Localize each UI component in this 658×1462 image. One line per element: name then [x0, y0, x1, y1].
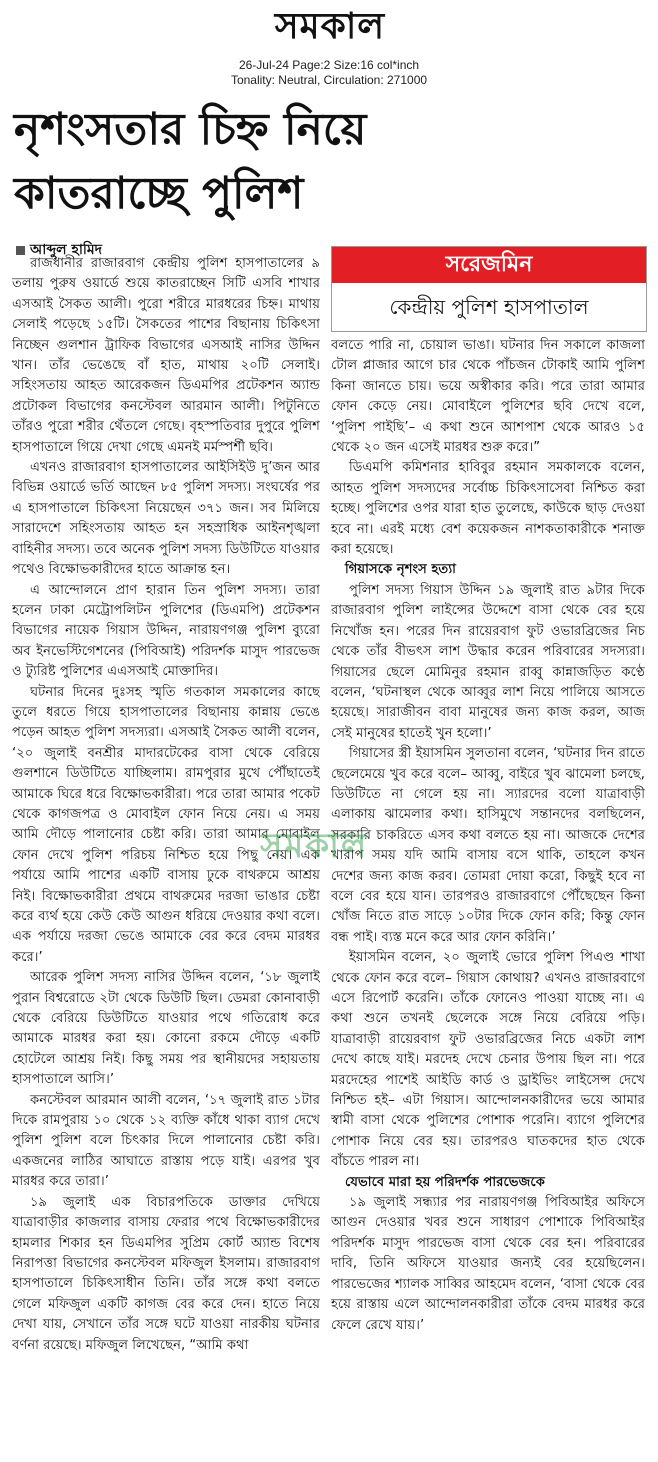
section-title: কেন্দ্রীয় পুলিশ হাসপাতাল [389, 295, 589, 319]
paragraph: ডিএমপি কমিশনার হাবিবুর রহমান সমকালকে বলেন, আহত পুলিশ সদস্যদের সর্বোচ্চ চিকিৎসাসেবা নিশ্চিত করা হচ্ছে। পুলিশের ওপর যারা হাত তুলেছে, কাউকে ছাড় দেওয়া হবে না। এরই মধ্যে বেশ কয়েকজন নাশকতাকারীকে শনাক্ত করা হয়েছে। [331, 460, 645, 558]
paragraph: গিয়াসের স্ত্রী ইয়াসমিন সুলতানা বলেন, ‘ঘটনার দিন রাতে ছেলেমেয়ে খুব করে বলে– আব্বু, বাইরে খুব ঝামেলা চলছে, ডিউটিতে না গেলে হয় না। স্যারদের বলো যাত্রাবাড়ী এলাকায় ঝামেলার কথা। হাসিমুখে সন্তানদের বলছিলেন, সরকারি চাকরিতে এসব কথা বলতে হয় না। আজকে দেশের খারাপ সময় যদি আমি বাসায় বসে থাকি, তাহলে কখন দেশের জন্য কাজ করব। তোমরা দোয়া করো, কিছুই হবে না বলে বের হয়ে যান। তারপরও রাজারবাগে পৌঁছেছেন কিনা খোঁজ নিতে রাত সাড়ে ১০টার দিকে ফোন করি; কিন্তু ফোন বন্ধ পাই। ব্যস্ত মনে করে আর ফোন করিনি।’ [331, 746, 645, 945]
paragraph: ১৯ জুলাই এক বিচারপতিকে ডাক্তার দেখিয়ে যাত্রাবাড়ীর কাজলার বাসায় ফেরার পথে বিক্ষোভকারীদের হামলার শিকার হন ডিএমপির সুপ্রিম কোর্ট অ্যান্ড বিশেষ নিরাপত্তা বিভাগের কনস্টেবল মফিজুল ইসলাম। রাজারবাগ হাসপাতালে চিকিৎসাধীন তিনি। তাঁর সঙ্গে কথা বলতে গেলে মফিজুল একটি কাগজ বের করে দেন। হাতে নিয়ে দেখা যায়, সেখানে তাঁর সঙ্গে ঘটে যাওয়া নারকীয় ঘটনার বর্ণনা রয়েছে। মফিজুল লিখেছেন, “আমি কথা [12, 1194, 320, 1353]
watermark: সমকাল [260, 826, 369, 866]
paragraph: এখনও রাজারবাগ হাসপাতালের আইসিইউ দু’জন আর বিভিন্ন ওয়ার্ডে ভর্তি আছেন ৮৫ পুলিশ সদস্য। সংঘর্ষের পর এ হাসপাতালে চিকিৎসা নিয়েছেন ৩৭১ জন। সব মিলিয়ে সারাদেশে সহিংসতায় আহত হন সহস্রাধিক আইনশৃঙ্খলা বাহিনীর সদস্য। তবে অনেক পুলিশ সদস্য ডিউটিতে যাওয়ার পথেও বিক্ষোভকারীদের হাতে আক্রান্ত হন। [12, 460, 320, 578]
subheading: যেভাবে মারা হয় পরিদর্শক পারভেজকে [345, 1174, 545, 1190]
paragraph: ইয়াসমিন বলেন, ২০ জুলাই ভোরে পুলিশ পিএণ্ড শাখা থেকে ফোন করে বলে– গিয়াস কোথায়? এখনও রাজারবাগে এসে রিপোর্ট করেনি। তাঁকে ফোনেও পাওয়া যাচ্ছে না। এ কথা শুনে তখনই ছেলেকে সঙ্গে নিয়ে বেরিয়ে পড়ি। যাত্রাবাড়ী রায়েরবাগ ফুট ওভারব্রিজের নিচে একটা লাশ দেখে কাছে যাই। মরদেহ দেখে চেনার উপায় ছিল না। পরে মরদেহের পাশেই আইডি কার্ড ও ড্রাইভিং লাইসেন্স দেখে নিশ্চিত হই– এটা গিয়াস। আন্দোলনকারীদের ভয়ে আমার স্বামী বাসা থেকে পুলিশের পোশাক পরেনি। ব্যাগে পুলিশের পোশাক নিয়ে বের হয়। তারপরও ঘাতকদের হাত থেকে বাঁচতে পারল না। [331, 950, 645, 1170]
paragraph: পুলিশ সদস্য গিয়াস উদ্দিন ১৯ জুলাই রাত ৯টার দিকে রাজারবাগ পুলিশ লাইন্সের উদ্দেশে বাসা থেকে বের হয়ে নিখোঁজ হন। পরের দিন রায়েরবাগ ফুট ওভারব্রিজের নিচ থেকে তাঁর বীভৎস লাশ উদ্ধার করেন পরিবারের সদস্যরা। গিয়াসের ছেলে মোমিনুর রহমান রাব্বু কান্নাজড়িত কণ্ঠে বলেন, ‘ঘটনাস্থল থেকে আব্বুর লাশ নিয়ে পালিয়ে আসতে হয়েছে। সারাজীবন বাবা মানুষের জন্য কাজ করল, আজ সেই মানুষের হাতেই খুন হলো।’ [331, 582, 645, 741]
paragraph: রাজধানীর রাজারবাগ কেন্দ্রীয় পুলিশ হাসপাতালের ৯ তলায় পুরুষ ওয়ার্ডে শুয়ে কাতরাচ্ছেন সিটি এসবি শাখার এসআই সৈকত আলী। পুরো শরীরে মারধরের চিহ্ন। মাথায় সেলাই পড়েছে ১৫টি। সৈকতের পাশের বিছানায় চিকিৎসা নিচ্ছেন গুলশান ট্রাফিক বিভাগের এসআই নাসির উদ্দিন খান। তাঁর ভেঙেছে বাঁ হাত, মাথায় ২০টি সেলাই। সহিংসতায় আহত আরেকজন ডিএমপির প্রটেকশন অ্যান্ড প্রটোকল বিভাগের কনস্টেবল আরমান আলী। পিটুনিতে তাঁরও পুরো শরীর থেঁতলে গেছে। বৃহস্পতিবার দুপুরে পুলিশ হাসপাতালে গিয়ে দেখা গেছে এমনই মর্মস্পর্শী ছবি। [12, 256, 320, 455]
subheading: গিয়াসকে নৃশংস হত্যা [345, 562, 456, 578]
section-kicker: সরেজমিন [332, 247, 646, 283]
paragraph: ১৯ জুলাই সন্ধ্যার পর নারায়ণগঞ্জ পিবিআইর অফিসে আগুন দেওয়ার খবর শুনে সাধারণ পোশাকে পিবিআইর পরিদর্শক মাসুদ পারভেজ বাসা থেকে বের হন। পরিবারের দাবি, তিনি অফিসে যাওয়ার জন্যই বের হয়েছিলেন। পারভেজের শ্যালক সাব্বির আহমেদ বলেন, ‘বাসা থেকে বের হয়ে রাস্তায় এলে আন্দোলনকারীরা তাঁকে বেদম মারধর করে ফেলে রেখে যায়।’ [331, 1195, 645, 1333]
clip-meta-line-1: 26-Jul-24 Page:2 Size:16 col*inch [238, 58, 420, 72]
masthead [0, 0, 658, 50]
headline-line-2: কাতরাচ্ছে পুলিশ [14, 168, 304, 219]
paragraph: ঘটনার দিনের দুঃসহ স্মৃতি গতকাল সমকালের কাছে তুলে ধরতে গিয়ে হাসপাতালের বিছানায় কান্নায় ভেঙে পড়েন আহত পুলিশ সদস্যরা। এসআই সৈকত আলী বলেন, ‘২০ জুলাই বনশ্রীর মাদারটেকের বাসা থেকে বেরিয়ে গুলশানে ডিউটিতে যাচ্ছিলাম। রামপুরার মুখে পৌঁছাতেই আমাকে ঘিরে ধরে বিক্ষোভকারীরা। পরে তারা আমার পকেট থেকে কাগজপত্র ও মোবাইল ফোন নিয়ে নেয়। এ সময় আমি দৌড়ে পালানোর চেষ্টা করি। তারা আমার মোবাইল ফোন দেখে পুলিশ পরিচয় নিশ্চিত হয়ে পিছু নেয়। এক পর্যায়ে আমি পাশের একটি বাসায় ঢুকে বাথরুমে আশ্রয় নিই। বিক্ষোভকারীরা প্রথমে বাথরুমের দরজা ভাঙার চেষ্টা করে ব্যর্থ হয়ে কেউ কেউ আগুন ধরিয়ে দেওয়ার কথা বলে। এক পর্যায়ে দরজা ভেঙে আমাকে বের করে বেদম মারধর করে।’ [12, 684, 320, 965]
newspaper-logo: সমকাল [274, 5, 386, 47]
article-column-2 [331, 336, 645, 1456]
clip-meta-line-2: Tonality: Neutral, Circulation: 271000 [230, 73, 428, 87]
paragraph: এ আন্দোলনে প্রাণ হারান তিন পুলিশ সদস্য। তারা হলেন ঢাকা মেট্রোপলিটন পুলিশের (ডিএমপি) প্রটেকশন বিভাগের নায়েক গিয়াস উদ্দিন, নারায়ণগঞ্জ পুলিশ ব্যুরো অব ইনভেস্টিগেশনের (পিবিআই) পরিদর্শক মাসুদ পারভেজ ও ট্যুরিষ্ট পুলিশের এএসআই মোক্তাদির। [12, 582, 320, 680]
paragraph: আরেক পুলিশ সদস্য নাসির উদ্দিন বলেন, ‘১৮ জুলাই পুরান বিশ্বরোডে ২টা থেকে ডিউটি ছিল। ডেমরা কোনাবাড়ী থেকে বেরিয়ে ডিউটিতে যাওয়ার পথে গতিরোধ করে আমাকে মারধর করা হয়। কোনো রকমে দৌড়ে একটি হোটেলে আশ্রয় নিই। কিছু সময় পর স্থানীয়দের সহায়তায় হাসপাতালে আসি।’ [12, 970, 320, 1088]
paragraph: কনস্টেবল আরমান আলী বলেন, ‘১৭ জুলাই রাত ১টার দিকে রামপুরায় ১০ থেকে ১২ ব্যক্তি কাঁধে থাকা ব্যাগ দেখে পুলিশ পুলিশ বলে চিৎকার দিলে পালানোর চেষ্টা করি। একজনের লাঠির আঘাতে রাস্তায় পড়ে যাই। এরপর খুব মারধর করে তারা।’ [12, 1092, 320, 1190]
byline-author: আব্দুল হামিদ [30, 242, 103, 258]
section-box [331, 246, 647, 332]
headline-line-1: নৃশংসতার চিহ্ন নিয়ে [14, 104, 367, 155]
paragraph: বলতে পারি না, চোয়াল ভাঙা। ঘটনার দিন সকালে কাজলা টোল প্লাজার আগে চার থেকে পাঁচজন টোকাই আমি পুলিশ কিনা জানতে চায়। ভয়ে অস্বীকার করি। পরে তারা আমার ফোন কেড়ে নেয়। মোবাইলে পুলিশের ছবি দেখে বলে, ‘পুলিশ পাইছি’– এ কথা শুনে আশপাশ থেকে আরও ১৫ থেকে ২০ জন এসেই মারধর শুরু করে।” [331, 338, 645, 456]
